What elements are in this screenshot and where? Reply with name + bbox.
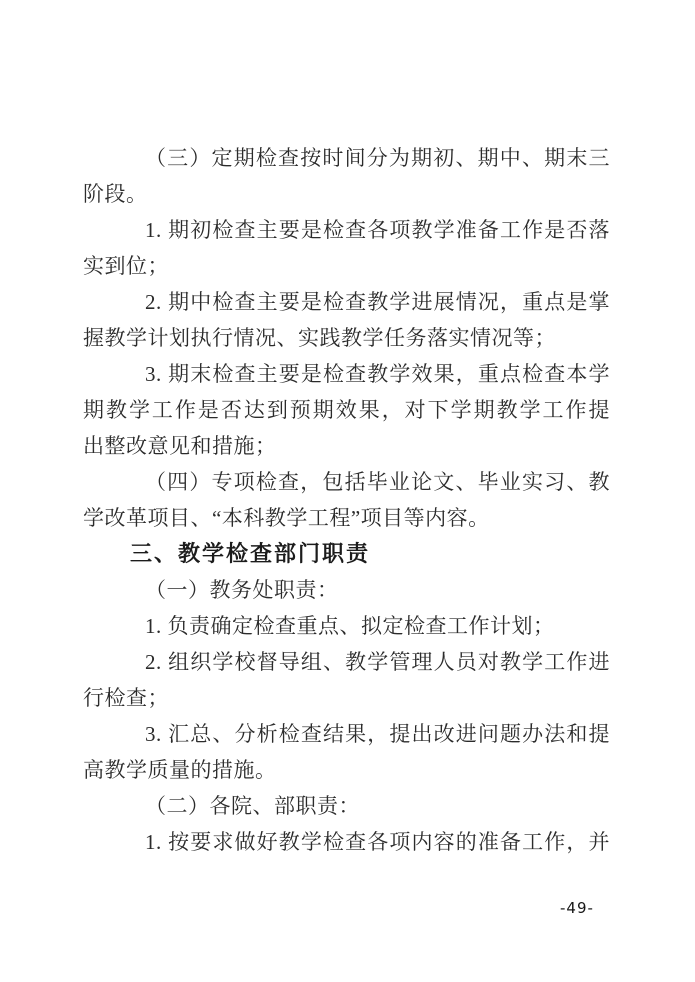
text-line: 实到位； [83,254,169,278]
text-line: （三）定期检查按时间分为期初、期中、期末三 [145,146,610,170]
text-line: 握教学计划执行情况、实践教学任务落实情况等； [83,326,556,350]
text-line: 3. 期末检查主要是检查教学效果，重点检查本学 [145,362,610,386]
text-line: 学改革项目、“本科教学工程”项目等内容。 [83,506,490,530]
text-line: 高教学质量的措施。 [83,758,277,782]
text-line: （四）专项检查，包括毕业论文、毕业实习、教 [145,470,610,494]
text-line: 2. 组织学校督导组、教学管理人员对教学工作进 [145,650,610,674]
text-line: 1. 期初检查主要是检查各项教学准备工作是否落 [145,218,610,242]
text-line: （一）教务处职责： [145,578,339,602]
text-line: 出整改意见和措施； [83,434,277,458]
text-line: 行检查； [83,686,169,710]
document-body [83,140,610,860]
text-line: 1. 负责确定检查重点、拟定检查工作计划； [145,614,555,638]
section-heading: 三、教学检查部门职责 [130,541,371,566]
text-line: 阶段。 [83,182,148,206]
text-line: 期教学工作是否达到预期效果，对下学期教学工作提 [83,398,610,422]
text-line: 2. 期中检查主要是检查教学进展情况，重点是掌 [145,290,610,314]
text-line: （二）各院、部职责： [145,794,360,818]
page-number: -49- [560,899,594,917]
text-line: 1. 按要求做好教学检查各项内容的准备工作，并 [145,830,610,854]
text-line: 3. 汇总、分析检查结果，提出改进问题办法和提 [145,722,610,746]
